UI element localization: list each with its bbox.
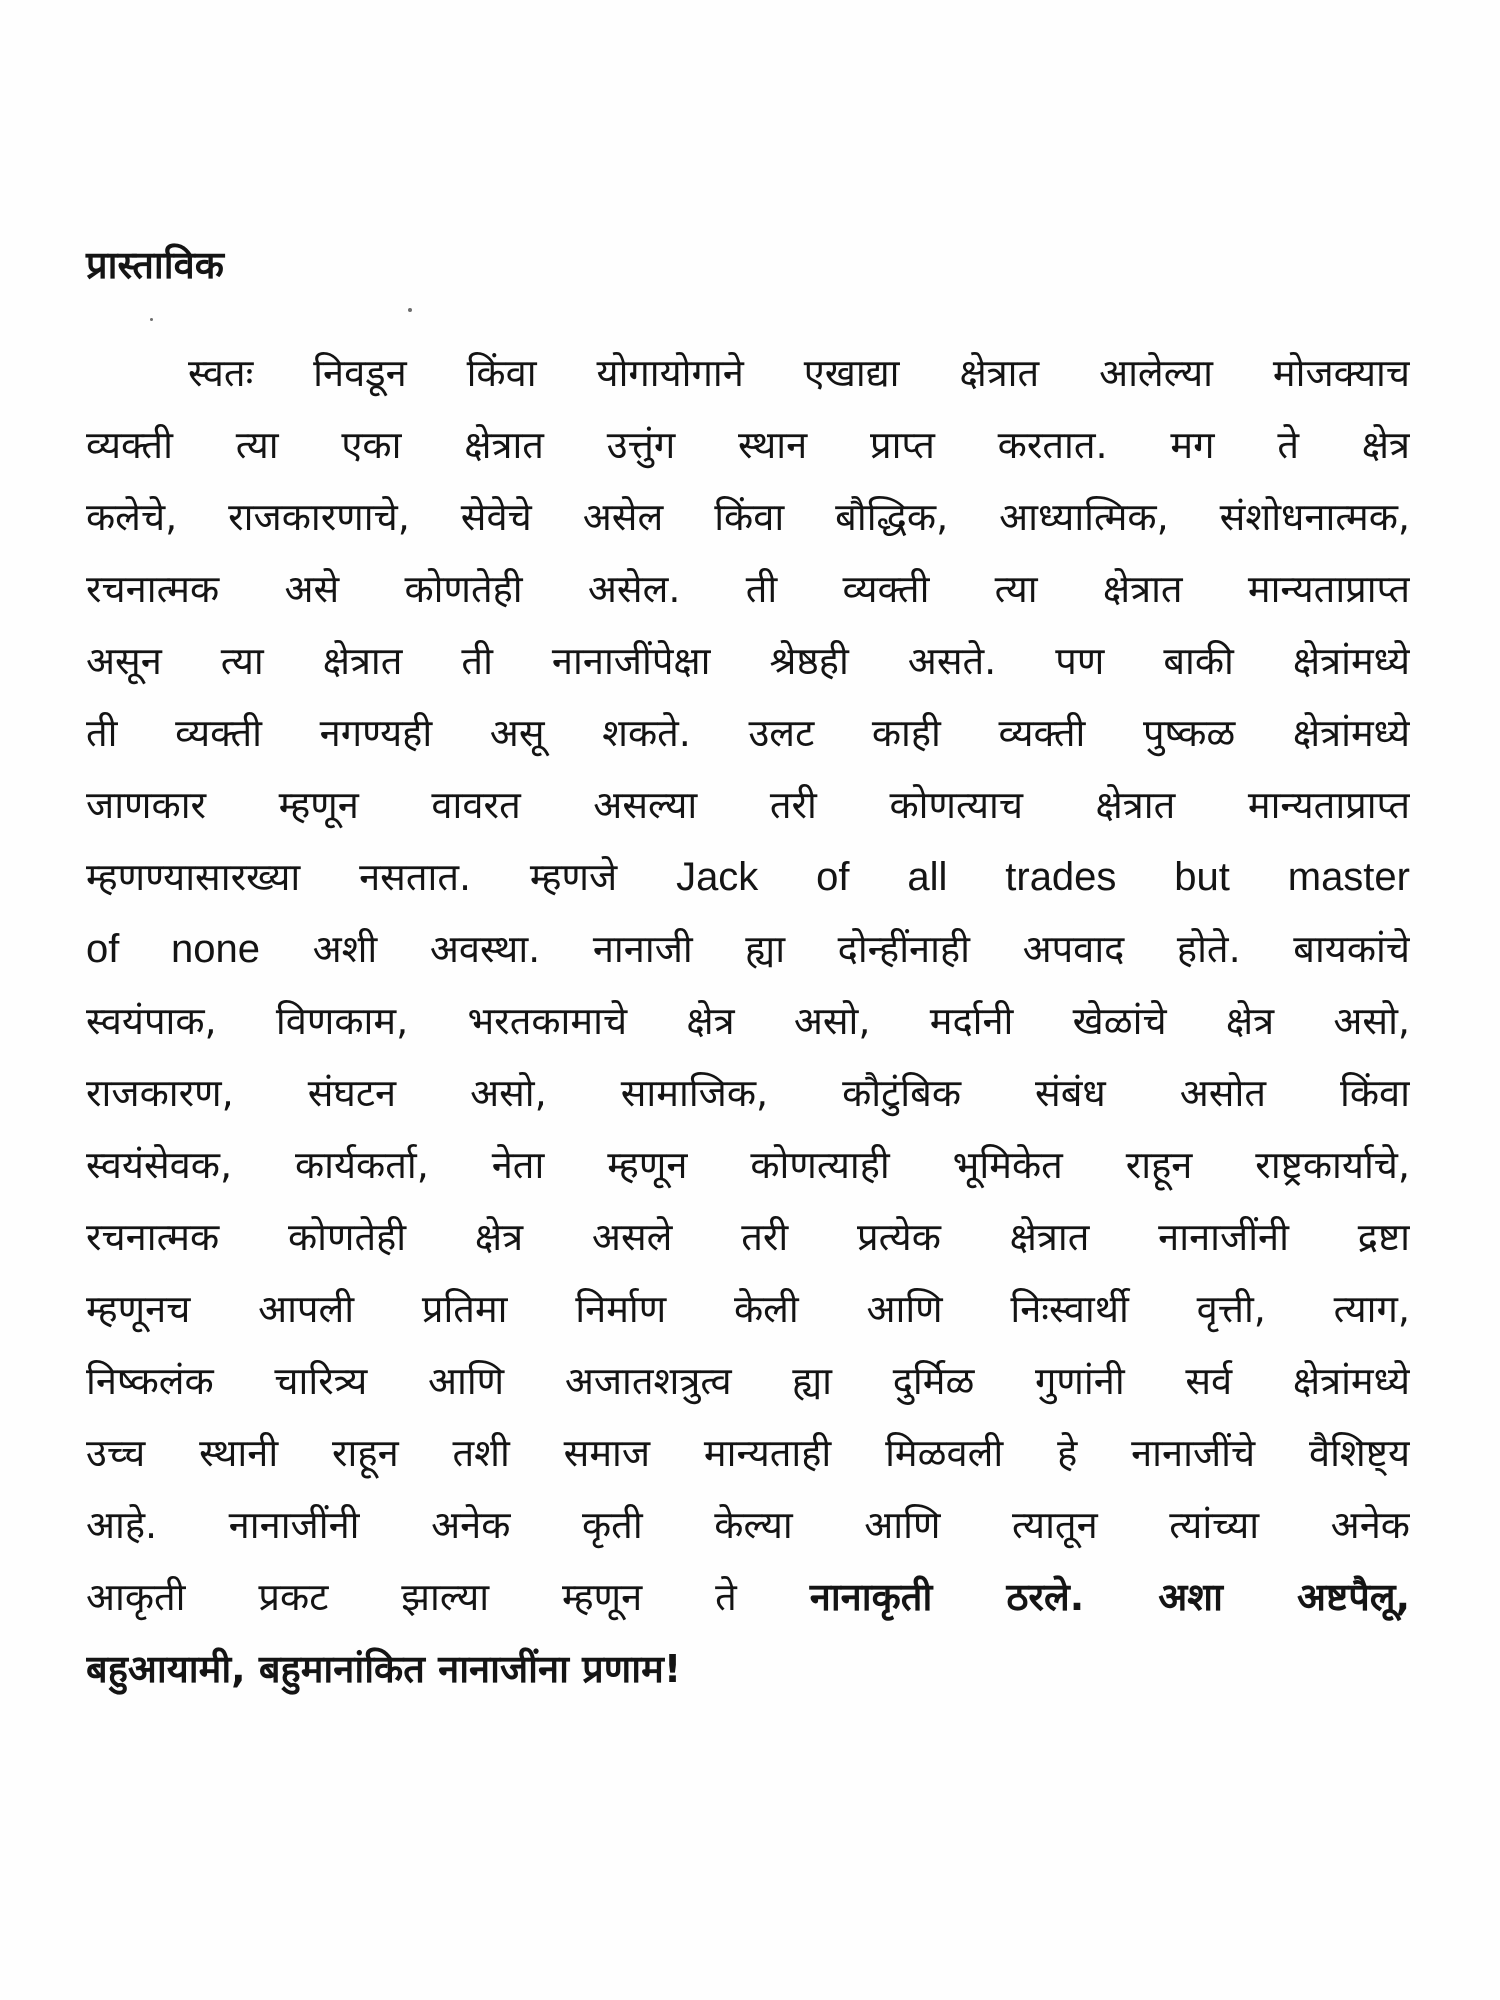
- text-line: [86, 1129, 1410, 1201]
- line-text: आहे. नानाजींनी अनेक कृती केल्या आणि त्यातून त्यांच्या अनेक: [86, 1503, 1410, 1547]
- text-line: [86, 913, 1410, 985]
- scan-speck: [408, 308, 412, 312]
- text-line: [86, 481, 1410, 553]
- text-line: [86, 1057, 1410, 1129]
- text-line: [86, 1345, 1410, 1417]
- line-text: स्वयंपाक, विणकाम, भरतकामाचे क्षेत्र असो, मर्दानी खेळांचे क्षेत्र असो,: [86, 999, 1410, 1043]
- text-line: [86, 1561, 1410, 1633]
- text-line: [86, 337, 1410, 409]
- text-line: [86, 1489, 1410, 1561]
- line-text: व्यक्ती त्या एका क्षेत्रात उत्तुंग स्थान प्राप्त करतात. मग ते क्षेत्र: [86, 423, 1410, 467]
- english-phrase: Jack of all trades but master: [676, 855, 1410, 899]
- line-text: अशी अवस्था. नानाजी ह्या दोन्हींनाही अपवाद होते. बायकांचे: [312, 927, 1410, 971]
- text-line: [86, 1201, 1410, 1273]
- line-text: कलेचे, राजकारणाचे, सेवेचे असेल किंवा बौद्धिक, आध्यात्मिक, संशोधनात्मक,: [86, 495, 1410, 539]
- line-text: निष्कलंक चारित्र्य आणि अजातशत्रुत्व ह्या दुर्मिळ गुणांनी सर्व क्षेत्रांमध्ये: [86, 1359, 1410, 1403]
- line-text: आकृती प्रकट झाल्या म्हणून ते: [86, 1575, 737, 1619]
- line-text: उच्च स्थानी राहून तशी समाज मान्यताही मिळवली हे नानाजींचे वैशिष्ट्य: [86, 1431, 1410, 1475]
- line-text: म्हणण्यासारख्या नसतात. म्हणजे: [86, 855, 618, 899]
- line-text: ती व्यक्ती नगण्यही असू शकते. उलट काही व्यक्ती पुष्कळ क्षेत्रांमध्ये: [86, 711, 1410, 755]
- scan-speck: [150, 318, 153, 321]
- section-heading: प्रास्ताविक: [86, 243, 224, 287]
- text-line: [86, 769, 1410, 841]
- text-line: [86, 841, 1410, 913]
- text-line: [86, 1417, 1410, 1489]
- line-text: रचनात्मक असे कोणतेही असेल. ती व्यक्ती त्या क्षेत्रात मान्यताप्राप्त: [86, 567, 1410, 611]
- text-line: [86, 409, 1410, 481]
- text-line: [86, 1273, 1410, 1345]
- text-line: [86, 553, 1410, 625]
- bold-text: नानाकृती ठरले. अशा अष्टपैलू,: [809, 1575, 1410, 1619]
- body-paragraph: [86, 337, 1410, 1705]
- text-line: [86, 625, 1410, 697]
- english-phrase: of none: [86, 927, 260, 971]
- line-text: स्वतः निवडून किंवा योगायोगाने एखाद्या क्षेत्रात आलेल्या मोजक्याच: [188, 351, 1410, 395]
- bold-text: बहुआयामी, बहुमानांकित नानाजींना प्रणाम!: [86, 1647, 682, 1691]
- line-text: राजकारण, संघटन असो, सामाजिक, कौटुंबिक संबंध असोत किंवा: [86, 1071, 1410, 1115]
- line-text: रचनात्मक कोणतेही क्षेत्र असले तरी प्रत्येक क्षेत्रात नानाजींनी द्रष्टा: [86, 1215, 1410, 1259]
- text-line: [86, 697, 1410, 769]
- line-text: जाणकार म्हणून वावरत असल्या तरी कोणत्याच क्षेत्रात मान्यताप्राप्त: [86, 783, 1410, 827]
- text-line: [86, 985, 1410, 1057]
- line-text: म्हणूनच आपली प्रतिमा निर्माण केली आणि निःस्वार्थी वृत्ती, त्याग,: [86, 1287, 1410, 1331]
- text-line: [86, 1633, 1410, 1705]
- line-text: स्वयंसेवक, कार्यकर्ता, नेता म्हणून कोणत्याही भूमिकेत राहून राष्ट्रकार्याचे,: [86, 1143, 1410, 1187]
- line-text: असून त्या क्षेत्रात ती नानाजींपेक्षा श्रेष्ठही असते. पण बाकी क्षेत्रांमध्ये: [86, 639, 1410, 683]
